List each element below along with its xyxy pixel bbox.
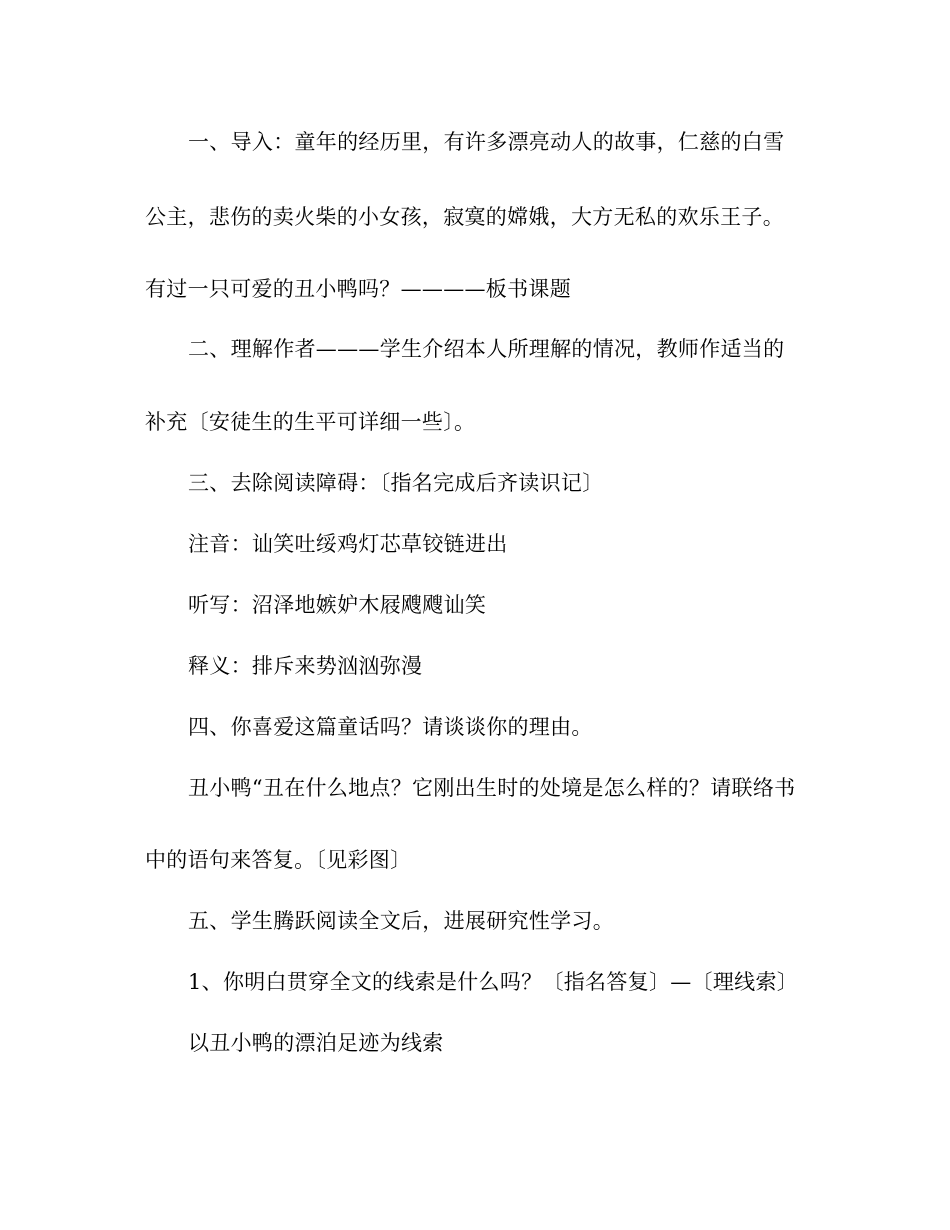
section-five: 五、学生腾跃阅读全文后，进展研究性学习。 xyxy=(188,909,614,933)
paragraph-intro-line-2: 公主，悲伤的卖火柴的小女孩，寂寞的嫦娥，大方无私的欢乐王子。 xyxy=(145,205,784,229)
phonetic-line: 注音：讪笑吐绥鸡灯芯草铰链进出 xyxy=(188,532,508,556)
answer-clue-line: 以丑小鸭的漂泊足迹为线索 xyxy=(188,1031,444,1055)
section-question-four: 四、你喜爱这篇童话吗？请谈谈你的理由。 xyxy=(188,715,593,739)
paragraph-author-line-2: 补充〔安徒生的生平可详细一些〕。 xyxy=(145,410,476,434)
paragraph-intro-line-1: 一、导入：童年的经历里，有许多漂亮动人的故事，仁慈的白雪 xyxy=(188,130,785,154)
dictation-line: 听写：沼泽地嫉妒木屐飕飕讪笑 xyxy=(188,593,487,617)
definition-line: 释义：排斥来势汹汹弥漫 xyxy=(188,654,423,678)
paragraph-author-line-1: 二、理解作者———学生介绍本人所理解的情况，教师作适当的 xyxy=(188,337,785,361)
section-reading-obstacles: 三、去除阅读障碍：〔指名完成后齐读识记〕 xyxy=(188,471,604,495)
question-one-line: 1、你明白贯穿全文的线索是什么吗？〔指名答复〕—〔理线索〕 xyxy=(188,970,799,994)
paragraph-ugly-duckling-line-2: 中的语句来答复。〔见彩图〕 xyxy=(145,848,412,872)
paragraph-intro-line-3: 有过一只可爱的丑小鸭吗？————板书课题 xyxy=(145,277,571,301)
paragraph-ugly-duckling-line-1: 丑小鸭“丑在什么地点？它刚出生时的处境是怎么样的？请联络书 xyxy=(188,776,796,800)
